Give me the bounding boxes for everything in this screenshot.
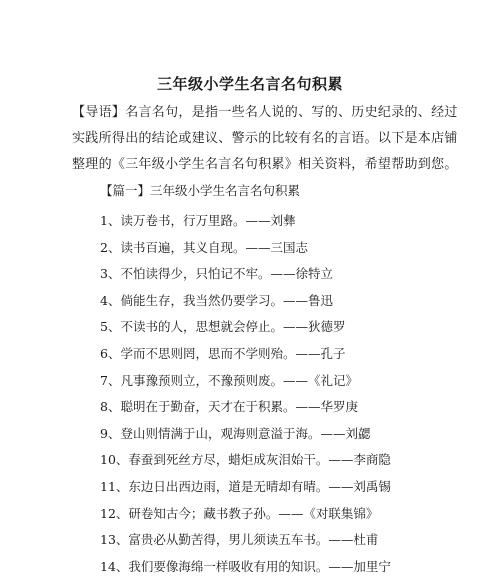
quote-item: 6、学而不思则罔，思而不学则殆。——孔子 xyxy=(100,345,346,361)
quote-list xyxy=(100,208,391,580)
quote-item: 12、研卷知古今；藏书教子孙。——《对联集锦》 xyxy=(100,505,379,521)
page-title: 三年级小学生名言名句积累 xyxy=(156,75,343,93)
intro-line: 整理的《三年级小学生名言名句积累》相关资料，希望帮助到您。 xyxy=(72,157,458,172)
quote-item: 8、聪明在于勤奋，天才在于积累。——华罗庚 xyxy=(100,399,358,415)
quote-item: 3、不怕读得少，只怕记不牢。——徐特立 xyxy=(100,266,333,282)
section-heading: 【篇一】三年级小学生名言名句积累 xyxy=(100,183,301,198)
quote-item: 9、登山则情满于山，观海则意溢于海。——刘勰 xyxy=(100,425,371,441)
quote-item: 14、我们要像海绵一样吸收有用的知识。——加里宁 xyxy=(100,558,391,574)
quote-item: 5、不读书的人，思想就会停止。——狄德罗 xyxy=(100,319,346,335)
intro-line: 【导语】名言名句，是指一些名人说的、写的、历史纪录的、经过 xyxy=(72,105,458,120)
intro-paragraph xyxy=(72,100,458,178)
quote-item: 1、读万卷书，行万里路。——刘彝 xyxy=(100,213,296,228)
quote-item: 4、倘能生存，我当然仍要学习。——鲁迅 xyxy=(100,292,333,308)
quote-item: 13、富贵必从勤苦得，男儿须读五车书。——杜甫 xyxy=(100,532,379,548)
quote-item: 2、读书百遍，其义自现。——三国志 xyxy=(100,239,308,255)
quote-item: 10、春蚕到死丝方尽，蜡炬成灰泪始干。——李商隐 xyxy=(100,452,391,468)
quote-item: 11、东边日出西边雨，道是无晴却有晴。——刘禹锡 xyxy=(100,478,391,494)
intro-line: 实践所得出的结论或建议、警示的比较有名的言语。以下是本店铺 xyxy=(72,131,458,146)
quote-item: 7、凡事豫预则立，不豫预则废。——《礼记》 xyxy=(100,372,358,388)
